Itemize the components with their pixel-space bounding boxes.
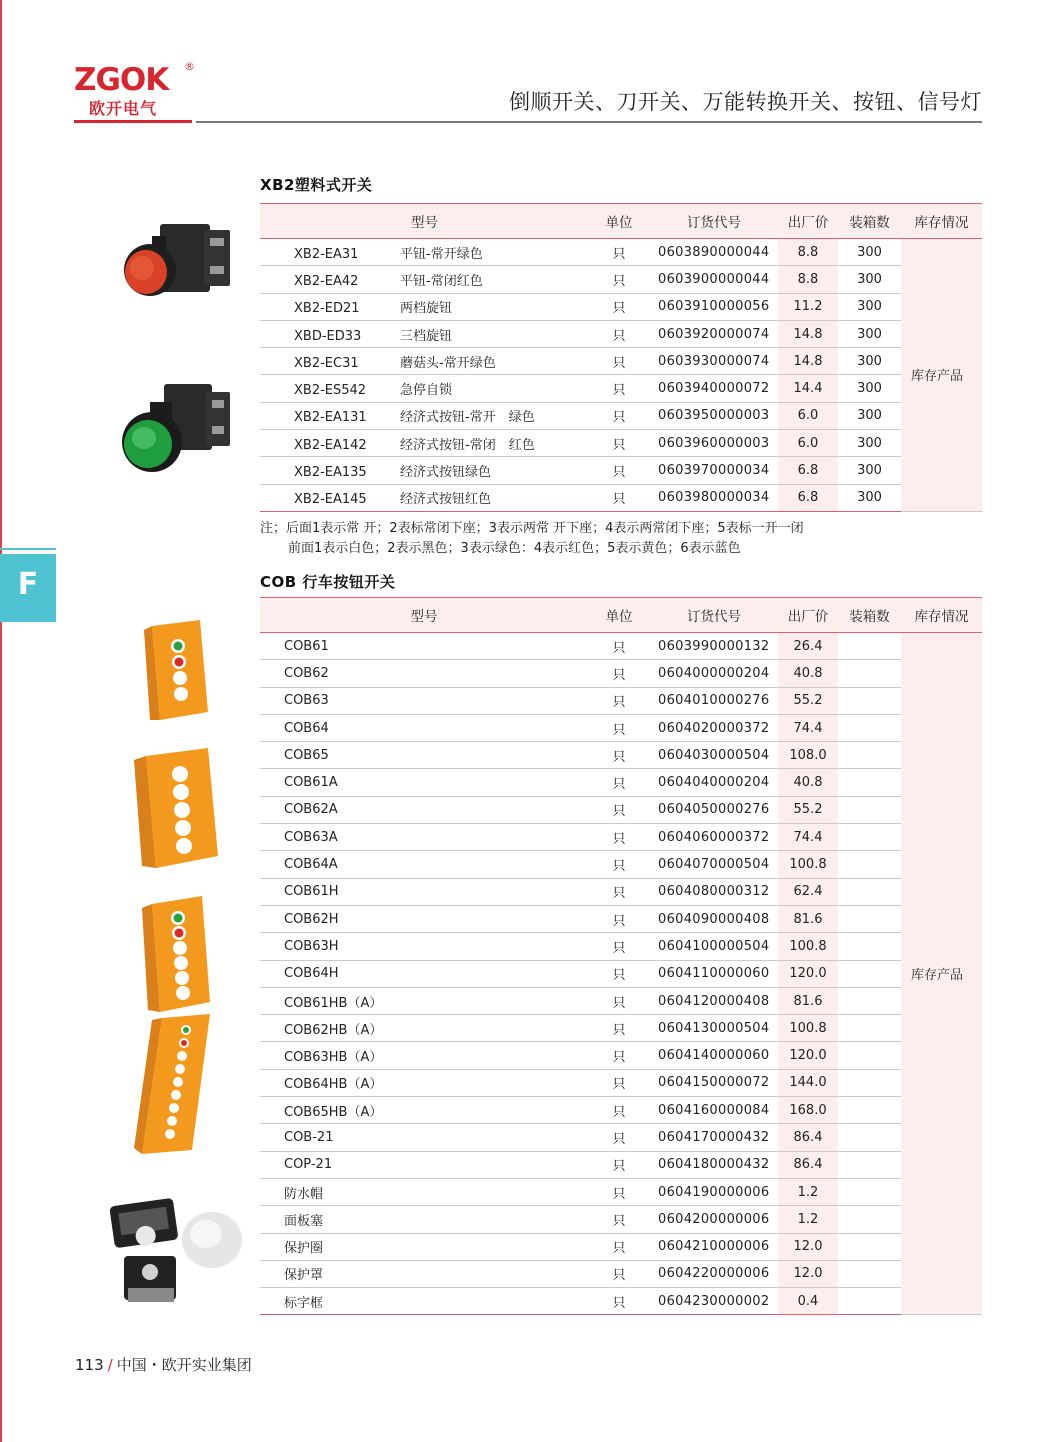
order-code-cell: 0604140000060	[650, 1042, 778, 1069]
model-cell: COB61HB（A）	[260, 987, 588, 1014]
order-code-cell: 0604000000204	[650, 660, 778, 687]
box-qty-cell	[838, 1042, 901, 1069]
box-qty-cell: 300	[838, 348, 901, 375]
col-box-qty: 装箱数	[838, 598, 901, 633]
box-qty-cell	[838, 1288, 901, 1315]
box-qty-cell	[838, 1097, 901, 1124]
order-code-cell: 0604030000504	[650, 742, 778, 769]
price-cell: 86.4	[778, 1151, 838, 1178]
table-row	[260, 457, 982, 484]
note-line-1: 注；后面1表示常 开；2表标常闭下座；3表示两常 开下座；4表示两常闭下座；5表标一开一闭	[260, 521, 804, 536]
unit-cell: 只	[588, 960, 650, 987]
box-qty-cell	[838, 1151, 901, 1178]
green-push-button-image	[120, 378, 234, 478]
order-code-cell: 0603990000132	[650, 633, 778, 660]
box-qty-cell	[838, 769, 901, 796]
box-qty-cell: 300	[838, 320, 901, 347]
order-code-cell: 0604230000002	[650, 1288, 778, 1315]
unit-cell: 只	[588, 987, 650, 1014]
unit-cell: 只	[588, 1042, 650, 1069]
table-header-row	[260, 598, 982, 633]
unit-cell: 只	[588, 1069, 650, 1096]
col-box-qty: 装箱数	[838, 204, 901, 239]
box-qty-cell	[838, 1206, 901, 1233]
box-qty-cell	[838, 1124, 901, 1151]
unit-cell: 只	[588, 1178, 650, 1205]
price-cell: 1.2	[778, 1178, 838, 1205]
order-code-cell: 0604160000084	[650, 1097, 778, 1124]
col-order-code: 订货代号	[650, 598, 778, 633]
order-code-cell: 0603960000003	[650, 430, 778, 457]
unit-cell: 只	[588, 878, 650, 905]
model-cell: COB64HB（A）	[260, 1069, 588, 1096]
table-row	[260, 1178, 982, 1205]
price-cell: 81.6	[778, 905, 838, 932]
model-cell: COP-21	[260, 1151, 588, 1178]
box-qty-cell	[838, 1260, 901, 1287]
order-code-cell: 0603920000074	[650, 320, 778, 347]
box-qty-cell	[838, 1015, 901, 1042]
section-title-xb2: XB2塑料式开关	[260, 176, 373, 194]
order-code-cell: 0604220000006	[650, 1260, 778, 1287]
table-row	[260, 1233, 982, 1260]
model-cell: 保护圈	[260, 1233, 588, 1260]
model-description: 三档旋钮	[400, 328, 453, 344]
table-row	[260, 293, 982, 320]
order-code-cell: 0604020000372	[650, 714, 778, 741]
model-description: 经济式按钮绿色	[400, 465, 492, 481]
unit-cell: 只	[588, 484, 650, 511]
box-qty-cell: 300	[838, 402, 901, 429]
registered-mark: ®	[184, 60, 195, 73]
box-qty-cell	[838, 824, 901, 851]
unit-cell: 只	[588, 824, 650, 851]
cob-pendant-4-image	[128, 748, 224, 870]
box-qty-cell: 300	[838, 266, 901, 293]
model-cell: 防水帽	[260, 1178, 588, 1205]
model-cell: COB64	[260, 714, 588, 741]
table-row	[260, 769, 982, 796]
section-title-cob: COB 行车按钮开关	[260, 573, 396, 591]
box-qty-cell	[838, 714, 901, 741]
order-code-cell: 0603900000044	[650, 266, 778, 293]
model-cell: COB62A	[260, 796, 588, 823]
table-row	[260, 1097, 982, 1124]
price-cell: 8.8	[778, 239, 838, 266]
model-code: XBD-ED33	[294, 328, 362, 344]
stock-cell: 库存产品	[901, 239, 982, 512]
xb2-table	[260, 203, 982, 512]
model-cell: COB63A	[260, 824, 588, 851]
brand-logo	[74, 62, 194, 124]
model-cell: COB65HB（A）	[260, 1097, 588, 1124]
table-row	[260, 266, 982, 293]
footer-company: 中国・欧开实业集团	[116, 1356, 252, 1374]
logo-underline	[74, 120, 192, 123]
page-title: 倒顺开关、刀开关、万能转换开关、按钮、信号灯	[509, 90, 982, 114]
model-description: 急停自锁	[400, 383, 453, 399]
order-code-cell: 0604200000006	[650, 1206, 778, 1233]
col-order-code: 订货代号	[650, 204, 778, 239]
order-code-cell: 0604070000504	[650, 851, 778, 878]
unit-cell: 只	[588, 430, 650, 457]
box-qty-cell: 300	[838, 457, 901, 484]
order-code-cell: 0604080000312	[650, 878, 778, 905]
unit-cell: 只	[588, 851, 650, 878]
model-cell	[260, 293, 588, 320]
order-code-cell: 0604180000432	[650, 1151, 778, 1178]
price-cell: 168.0	[778, 1097, 838, 1124]
price-cell: 108.0	[778, 742, 838, 769]
unit-cell: 只	[588, 1124, 650, 1151]
model-cell	[260, 457, 588, 484]
model-cell	[260, 348, 588, 375]
order-code-cell: 0603930000074	[650, 348, 778, 375]
side-tab-f: F	[0, 554, 56, 622]
unit-cell: 只	[588, 1260, 650, 1287]
red-push-button-image	[118, 216, 234, 302]
price-cell: 120.0	[778, 1042, 838, 1069]
price-cell: 55.2	[778, 796, 838, 823]
unit-cell: 只	[588, 714, 650, 741]
order-code-cell: 0604060000372	[650, 824, 778, 851]
col-price: 出厂价	[778, 204, 838, 239]
model-description: 蘑菇头-常开绿色	[400, 355, 496, 371]
col-unit: 单位	[588, 598, 650, 633]
cob-accessories-image	[104, 1196, 246, 1308]
price-cell: 74.4	[778, 714, 838, 741]
unit-cell: 只	[588, 905, 650, 932]
model-cell: COB63HB（A）	[260, 1042, 588, 1069]
box-qty-cell	[838, 1178, 901, 1205]
table-row	[260, 239, 982, 266]
price-cell: 100.8	[778, 933, 838, 960]
price-cell: 6.0	[778, 430, 838, 457]
unit-cell: 只	[588, 1233, 650, 1260]
side-tab-line	[0, 548, 56, 550]
unit-cell: 只	[588, 457, 650, 484]
model-cell	[260, 239, 588, 266]
order-code-cell: 0604050000276	[650, 796, 778, 823]
model-description: 经济式按钮红色	[400, 492, 492, 508]
col-stock: 库存情况	[901, 598, 982, 633]
order-code-cell: 0604120000408	[650, 987, 778, 1014]
price-cell: 86.4	[778, 1124, 838, 1151]
logo-text: ZGOK	[74, 62, 169, 98]
table-row	[260, 320, 982, 347]
order-code-cell: 0603980000034	[650, 484, 778, 511]
page-number: 113	[75, 1356, 104, 1374]
box-qty-cell: 300	[838, 430, 901, 457]
model-cell: COB63H	[260, 933, 588, 960]
box-qty-cell: 300	[838, 484, 901, 511]
price-cell: 0.4	[778, 1288, 838, 1315]
price-cell: 81.6	[778, 987, 838, 1014]
unit-cell: 只	[588, 239, 650, 266]
box-qty-cell	[838, 933, 901, 960]
order-code-cell: 0604210000006	[650, 1233, 778, 1260]
model-code: XB2-EC31	[294, 355, 359, 371]
model-cell: COB61	[260, 633, 588, 660]
model-cell	[260, 402, 588, 429]
price-cell: 40.8	[778, 769, 838, 796]
model-cell: COB62HB（A）	[260, 1015, 588, 1042]
model-description: 平钮-常闭红色	[400, 273, 483, 289]
table-row	[260, 1042, 982, 1069]
price-cell: 6.0	[778, 402, 838, 429]
order-code-cell: 0603950000003	[650, 402, 778, 429]
cob-table	[260, 597, 982, 1315]
price-cell: 14.4	[778, 375, 838, 402]
order-code-cell: 0604190000006	[650, 1178, 778, 1205]
model-cell	[260, 484, 588, 511]
table-row	[260, 1151, 982, 1178]
model-code: XB2-ED21	[294, 301, 360, 317]
table-row	[260, 1069, 982, 1096]
unit-cell: 只	[588, 1015, 650, 1042]
note	[260, 519, 804, 559]
table-row	[260, 375, 982, 402]
price-cell: 14.8	[778, 348, 838, 375]
table-row	[260, 714, 982, 741]
price-cell: 12.0	[778, 1260, 838, 1287]
note-line-2: 前面1表示白色；2表示黑色；3表示绿色：4表示红色；5表示黄色；6表示蓝色	[288, 541, 741, 556]
box-qty-cell	[838, 1069, 901, 1096]
model-cell: 面板塞	[260, 1206, 588, 1233]
order-code-cell: 0604100000504	[650, 933, 778, 960]
order-code-cell: 0604090000408	[650, 905, 778, 932]
unit-cell: 只	[588, 633, 650, 660]
col-model: 型号	[260, 204, 588, 239]
table-row	[260, 348, 982, 375]
model-cell: 保护罩	[260, 1260, 588, 1287]
unit-cell: 只	[588, 1097, 650, 1124]
model-code: XB2-EA131	[294, 410, 367, 426]
unit-cell: 只	[588, 348, 650, 375]
unit-cell: 只	[588, 742, 650, 769]
model-cell: 标字框	[260, 1288, 588, 1315]
model-cell: COB64H	[260, 960, 588, 987]
logo-subtext: 欧开电气	[89, 99, 158, 118]
unit-cell: 只	[588, 320, 650, 347]
order-code-cell: 0604130000504	[650, 1015, 778, 1042]
header-rule	[196, 121, 982, 123]
stock-cell: 库存产品	[901, 633, 982, 1315]
price-cell: 55.2	[778, 687, 838, 714]
table-row	[260, 402, 982, 429]
table-row	[260, 1260, 982, 1287]
box-qty-cell: 300	[838, 293, 901, 320]
footer	[75, 1354, 252, 1375]
table-row	[260, 851, 982, 878]
box-qty-cell	[838, 660, 901, 687]
model-code: XB2-EA142	[294, 437, 367, 453]
table-row	[260, 484, 982, 511]
model-cell: COB62	[260, 660, 588, 687]
model-code: XB2-EA31	[294, 246, 359, 262]
order-code-cell: 0604150000072	[650, 1069, 778, 1096]
unit-cell: 只	[588, 796, 650, 823]
table-row	[260, 687, 982, 714]
model-code: XB2-EA145	[294, 492, 367, 508]
unit-cell: 只	[588, 769, 650, 796]
price-cell: 11.2	[778, 293, 838, 320]
page-left-rule	[0, 0, 2, 1442]
model-description: 两档旋钮	[400, 301, 453, 317]
footer-slash: /	[107, 1356, 113, 1374]
box-qty-cell	[838, 960, 901, 987]
cob-pendant-5-image	[136, 896, 216, 1014]
box-qty-cell: 300	[838, 239, 901, 266]
model-cell: COB61A	[260, 769, 588, 796]
model-description: 经济式按钮-常闭 红色	[400, 437, 535, 453]
model-cell: COB63	[260, 687, 588, 714]
price-cell: 12.0	[778, 1233, 838, 1260]
cob-pendant-3-image	[138, 620, 214, 722]
price-cell: 100.8	[778, 851, 838, 878]
model-cell	[260, 430, 588, 457]
unit-cell: 只	[588, 375, 650, 402]
price-cell: 8.8	[778, 266, 838, 293]
price-cell: 40.8	[778, 660, 838, 687]
table-row	[260, 987, 982, 1014]
model-code: XB2-ES542	[294, 383, 367, 399]
order-code-cell: 0604170000432	[650, 1124, 778, 1151]
table-row	[260, 633, 982, 660]
model-cell	[260, 320, 588, 347]
table-row	[260, 742, 982, 769]
model-code: XB2-EA42	[294, 273, 359, 289]
box-qty-cell	[838, 742, 901, 769]
box-qty-cell	[838, 633, 901, 660]
box-qty-cell	[838, 851, 901, 878]
col-stock: 库存情况	[901, 204, 982, 239]
table-row	[260, 905, 982, 932]
model-cell: COB62H	[260, 905, 588, 932]
price-cell: 14.8	[778, 320, 838, 347]
order-code-cell: 0604040000204	[650, 769, 778, 796]
unit-cell: 只	[588, 1288, 650, 1315]
unit-cell: 只	[588, 660, 650, 687]
box-qty-cell	[838, 1233, 901, 1260]
unit-cell: 只	[588, 933, 650, 960]
price-cell: 6.8	[778, 484, 838, 511]
table-row	[260, 1015, 982, 1042]
price-cell: 1.2	[778, 1206, 838, 1233]
table-row	[260, 960, 982, 987]
table-row	[260, 660, 982, 687]
price-cell: 6.8	[778, 457, 838, 484]
col-unit: 单位	[588, 204, 650, 239]
unit-cell: 只	[588, 687, 650, 714]
price-cell: 74.4	[778, 824, 838, 851]
box-qty-cell	[838, 878, 901, 905]
box-qty-cell	[838, 987, 901, 1014]
unit-cell: 只	[588, 1151, 650, 1178]
table-row	[260, 430, 982, 457]
order-code-cell: 0603940000072	[650, 375, 778, 402]
unit-cell: 只	[588, 402, 650, 429]
box-qty-cell: 300	[838, 375, 901, 402]
table-row	[260, 1288, 982, 1315]
model-cell: COB61H	[260, 878, 588, 905]
price-cell: 144.0	[778, 1069, 838, 1096]
model-cell: COB65	[260, 742, 588, 769]
box-qty-cell	[838, 905, 901, 932]
model-cell	[260, 266, 588, 293]
order-code-cell: 0603910000056	[650, 293, 778, 320]
col-model: 型号	[260, 598, 588, 633]
price-cell: 120.0	[778, 960, 838, 987]
model-description: 平钮-常开绿色	[400, 246, 483, 262]
order-code-cell: 0603970000034	[650, 457, 778, 484]
table-row	[260, 824, 982, 851]
table-header-row	[260, 204, 982, 239]
model-cell	[260, 375, 588, 402]
table-row	[260, 878, 982, 905]
box-qty-cell	[838, 687, 901, 714]
model-cell: COB64A	[260, 851, 588, 878]
model-code: XB2-EA135	[294, 465, 367, 481]
model-cell: COB-21	[260, 1124, 588, 1151]
model-description: 经济式按钮-常开 绿色	[400, 410, 535, 426]
col-price: 出厂价	[778, 598, 838, 633]
unit-cell: 只	[588, 266, 650, 293]
order-code-cell: 0604110000060	[650, 960, 778, 987]
unit-cell: 只	[588, 1206, 650, 1233]
price-cell: 26.4	[778, 633, 838, 660]
order-code-cell: 0604010000276	[650, 687, 778, 714]
table-row	[260, 1124, 982, 1151]
price-cell: 62.4	[778, 878, 838, 905]
box-qty-cell	[838, 796, 901, 823]
table-row	[260, 1206, 982, 1233]
table-row	[260, 796, 982, 823]
order-code-cell: 0603890000044	[650, 239, 778, 266]
unit-cell: 只	[588, 293, 650, 320]
cob-pendant-8-image	[132, 1014, 218, 1156]
price-cell: 100.8	[778, 1015, 838, 1042]
table-row	[260, 933, 982, 960]
